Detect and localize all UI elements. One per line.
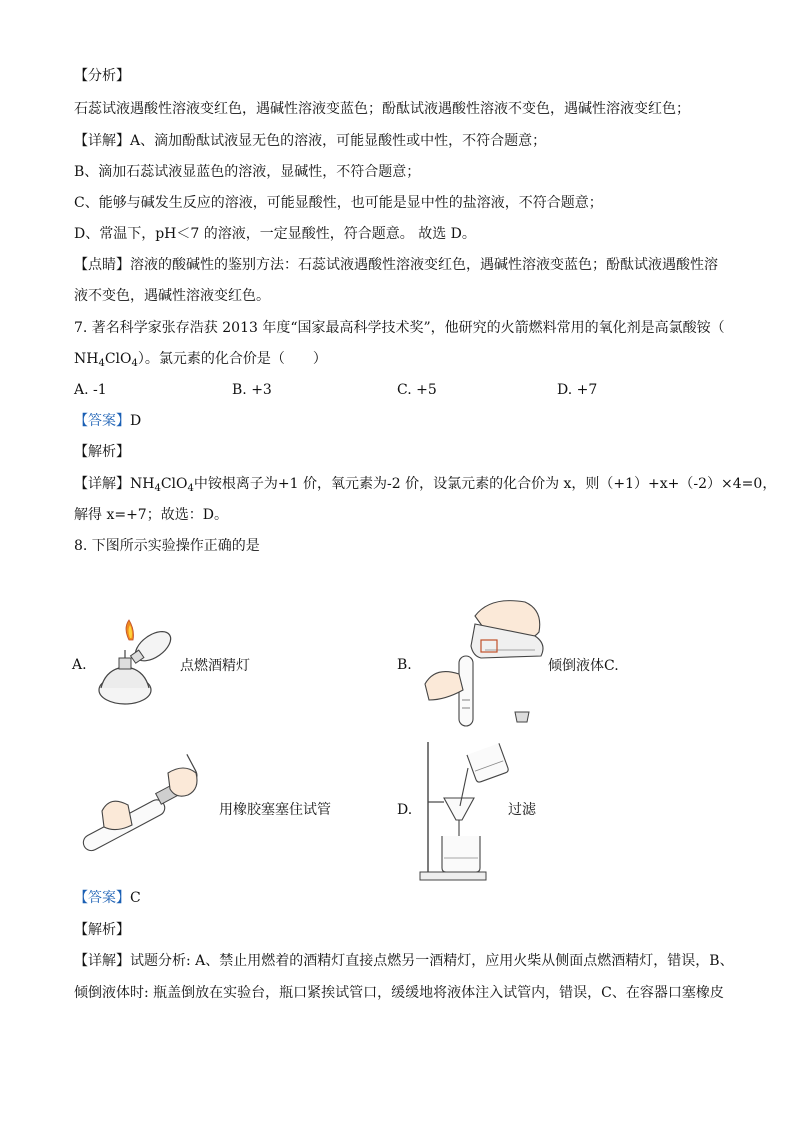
- q8-option-a-letter: A.: [72, 657, 87, 673]
- detail-tag: 【详解】: [74, 133, 130, 149]
- q8-stem: 8. 下图所示实验操作正确的是: [74, 538, 260, 554]
- q7-detail-line2: 解得 x=+7；故选：D。: [74, 507, 228, 523]
- q8-option-a-label: 点燃酒精灯: [180, 658, 250, 674]
- q7-option-a: A. -1: [74, 382, 107, 398]
- tip-line-2: 液不变色，遇碱性溶液变红色。: [74, 288, 270, 304]
- q7-option-c: C. +5: [397, 382, 437, 398]
- detail-line-b: B、滴加石蕊试液显蓝色的溶液，显碱性，不符合题意；: [74, 164, 421, 180]
- q7-option-b: B. +3: [232, 382, 272, 398]
- analysis-text: 石蕊试液遇酸性溶液变红色，遇碱性溶液变蓝色；酚酞试液遇酸性溶液不变色，遇碱性溶液变红色；: [74, 101, 690, 117]
- q8-option-b-label: 倾倒液体C.: [548, 658, 619, 674]
- q7-stem-line1: 7. 著名科学家张存浩获 2013 年度“国家最高科学技术奖”，他研究的火箭燃料常用的氧化剂是高氯酸铵（: [74, 320, 725, 336]
- q8-option-c-label: 用橡胶塞塞住试管: [219, 802, 331, 818]
- q8-option-d-letter: D.: [397, 802, 413, 818]
- q7-option-d: D. +7: [557, 382, 598, 398]
- tip-tag: 【点睛】: [74, 257, 130, 273]
- q8-detail-line2: 倾倒液体时: 瓶盖倒放在实验台，瓶口紧挨试管口，缓缓地将液体注入试管内，错误，C、在容器口塞橡皮: [74, 985, 724, 1001]
- q7-detail-line1: 【详解】$NH_4ClO_4$中铵根离子为+1 价，氧元素为-2 价，设氯元素的化合价为 x，则（+1）+x+（-2）×4=0，: [74, 476, 777, 494]
- q8-answer: 【答案】C: [74, 890, 141, 906]
- q7-stem-line2: $NH_4ClO_4$）。氯元素的化合价是（ ）: [74, 351, 327, 369]
- q8-option-d-label: 过滤: [508, 802, 536, 818]
- test-tube-stopper-figure: [72, 765, 212, 857]
- filtration-figure: [418, 740, 510, 882]
- q8-detail-line1: 【详解】试题分析: A、禁止用燃着的酒精灯直接点燃另一酒精灯，应用火柴从侧面点燃酒精灯，错误，B、: [74, 953, 734, 969]
- tip-line-1: 【点睛】溶液的酸碱性的鉴别方法：石蕊试液遇酸性溶液变红色，遇碱性溶液变蓝色；酚酞试液遇酸性溶: [74, 257, 718, 273]
- alcohol-lamp-figure: [95, 618, 185, 710]
- pouring-liquid-figure: [415, 596, 550, 736]
- q7-answer: 【答案】D: [74, 413, 142, 429]
- q8-option-b-letter: B.: [397, 657, 412, 673]
- q8-analysis-heading: 【解析】: [74, 922, 130, 938]
- detail-line-c: C、能够与碱发生反应的溶液，可能显酸性，也可能是显中性的盐溶液，不符合题意；: [74, 195, 603, 211]
- q7-analysis-heading: 【解析】: [74, 444, 130, 460]
- analysis-heading: 【分析】: [74, 68, 130, 84]
- detail-line-a: 【详解】A、滴加酚酞试液显无色的溶液，可能显酸性或中性，不符合题意；: [74, 133, 547, 149]
- detail-line-d: D、常温下，pH＜7 的溶液，一定显酸性，符合题意。 故选 D。: [74, 226, 476, 242]
